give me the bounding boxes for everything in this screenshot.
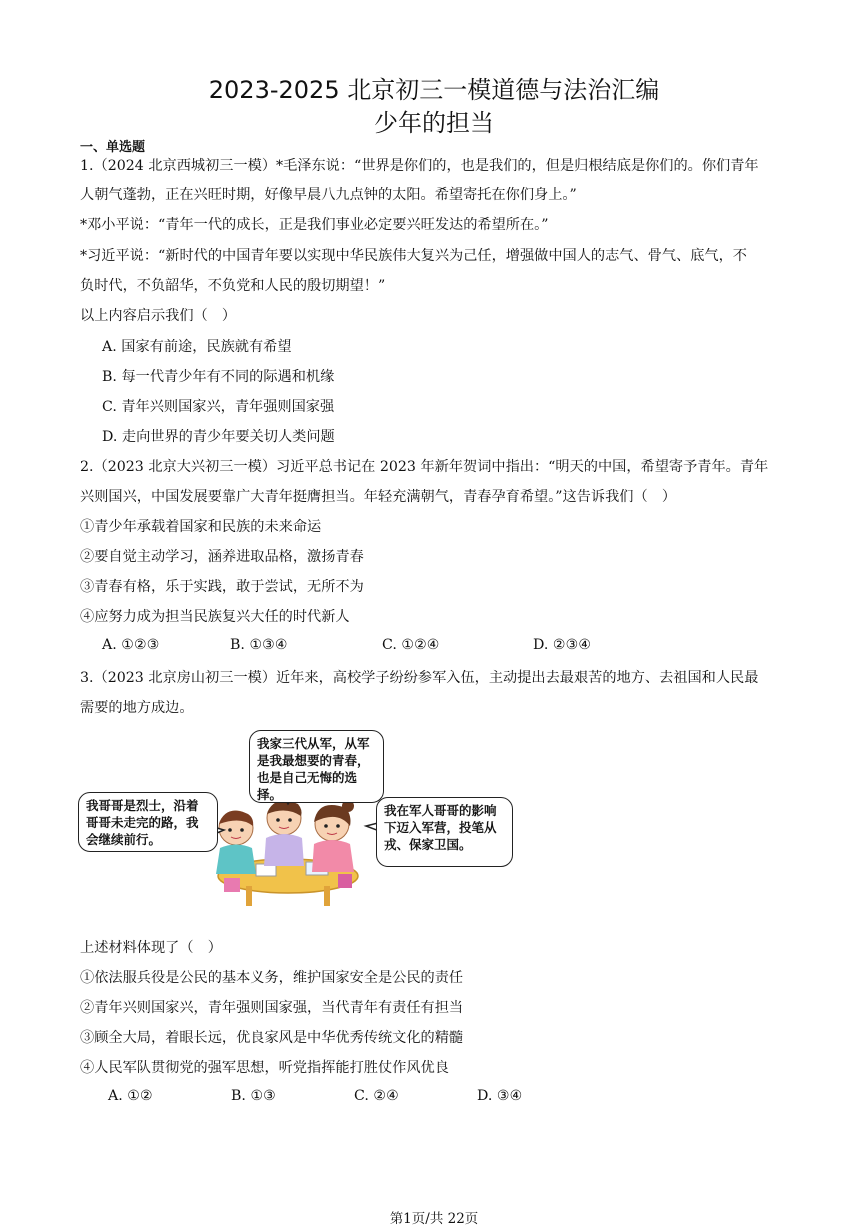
q1-option-b: B. 每一代青少年有不同的际遇和机缘 [102,369,335,385]
page-title: 2023-2025 北京初三一模道德与法治汇编 [208,76,660,104]
q2-line: 2.（2023 北京大兴初三一模）习近平总书记在 2023 年新年贺词中指出：“明天的中国，希望寄予青年。青年 [80,459,769,475]
q1-option-a: A. 国家有前途，民族就有希望 [102,339,292,355]
q2-statement: ①青少年承载着国家和民族的未来命运 [80,519,322,535]
q3-statement: ②青年兴则国家兴，青年强则国家强，当代青年有责任有担当 [80,1000,464,1016]
q2-statement: ④应努力成为担当民族复兴大任的时代新人 [80,609,350,625]
q3-statement: ①依法服兵役是公民的基本义务，维护国家安全是公民的责任 [80,970,464,986]
q1-line: 1.（2024 北京西城初三一模）*毛泽东说：“世界是你们的，也是我们的，但是归根结底是你们的。你们青年 [80,158,759,174]
speech-bubble-left: 我哥哥是烈士，沿着哥哥未走完的路，我会继续前行。 [78,792,218,852]
q3-option-c: C. ②④ [354,1088,399,1104]
q2-option-c: C. ①②④ [382,637,440,653]
q3-statement: ④人民军队贯彻党的强军思想，听党指挥能打胜仗作风优良 [80,1060,449,1076]
q1-line: 负时代，不负韶华，不负党和人民的殷切期望！” [80,278,386,294]
q2-option-a: A. ①②③ [102,637,160,653]
q2-option-b: B. ①③④ [230,637,288,653]
q1-option-d: D. 走向世界的青少年要关切人类问题 [102,429,335,445]
speech-bubble-right: 我在军人哥哥的影响下迈入军营，投笔从戎、保家卫国。 [376,797,513,867]
speech-bubble-top: 我家三代从军，从军是我最想要的青春，也是自己无悔的选择。 [249,730,384,803]
page-number: 第1页/共 22页 [389,1211,479,1227]
q2-option-d: D. ②③④ [533,637,592,653]
q1-line: 人朝气蓬勃，正在兴旺时期，好像早晨八九点钟的太阳。希望寄托在你们身上。” [80,187,577,203]
q3-statement: ③顾全大局，着眼长远，优良家风是中华优秀传统文化的精髓 [80,1030,464,1046]
q3-line: 3.（2023 北京房山初三一模）近年来，高校学子纷纷参军入伍，主动提出去最艰苦的地方、去祖国和人民最 [80,670,759,686]
q1-line: *邓小平说：“青年一代的成长，正是我们事业必定要兴旺发达的希望所在。” [80,217,549,233]
q1-stem: 以上内容启示我们（ ） [80,308,237,324]
q2-line: 兴则国兴，中国发展要靠广大青年挺膺担当。年轻充满朝气，青春孕育希望。”这告诉我们（ ） [80,489,677,505]
q3-option-b: B. ①③ [231,1088,276,1104]
q3-option-a: A. ①② [108,1088,153,1104]
q3-option-d: D. ③④ [477,1088,523,1104]
section-heading: 一、单选题 [80,140,146,155]
q3-stem: 上述材料体现了（ ） [80,940,222,956]
q2-statement: ②要自觉主动学习，涵养进取品格，激扬青春 [80,549,364,565]
page-subtitle: 少年的担当 [374,109,494,137]
q1-option-c: C. 青年兴则国家兴，青年强则国家强 [102,399,335,415]
q1-line: *习近平说：“新时代的中国青年要以实现中华民族伟大复兴为己任，增强做中国人的志气、骨气、底气，不 [80,248,747,264]
q3-line: 需要的地方成边。 [80,700,194,716]
q2-statement: ③青春有格，乐于实践，敢于尝试，无所不为 [80,579,364,595]
